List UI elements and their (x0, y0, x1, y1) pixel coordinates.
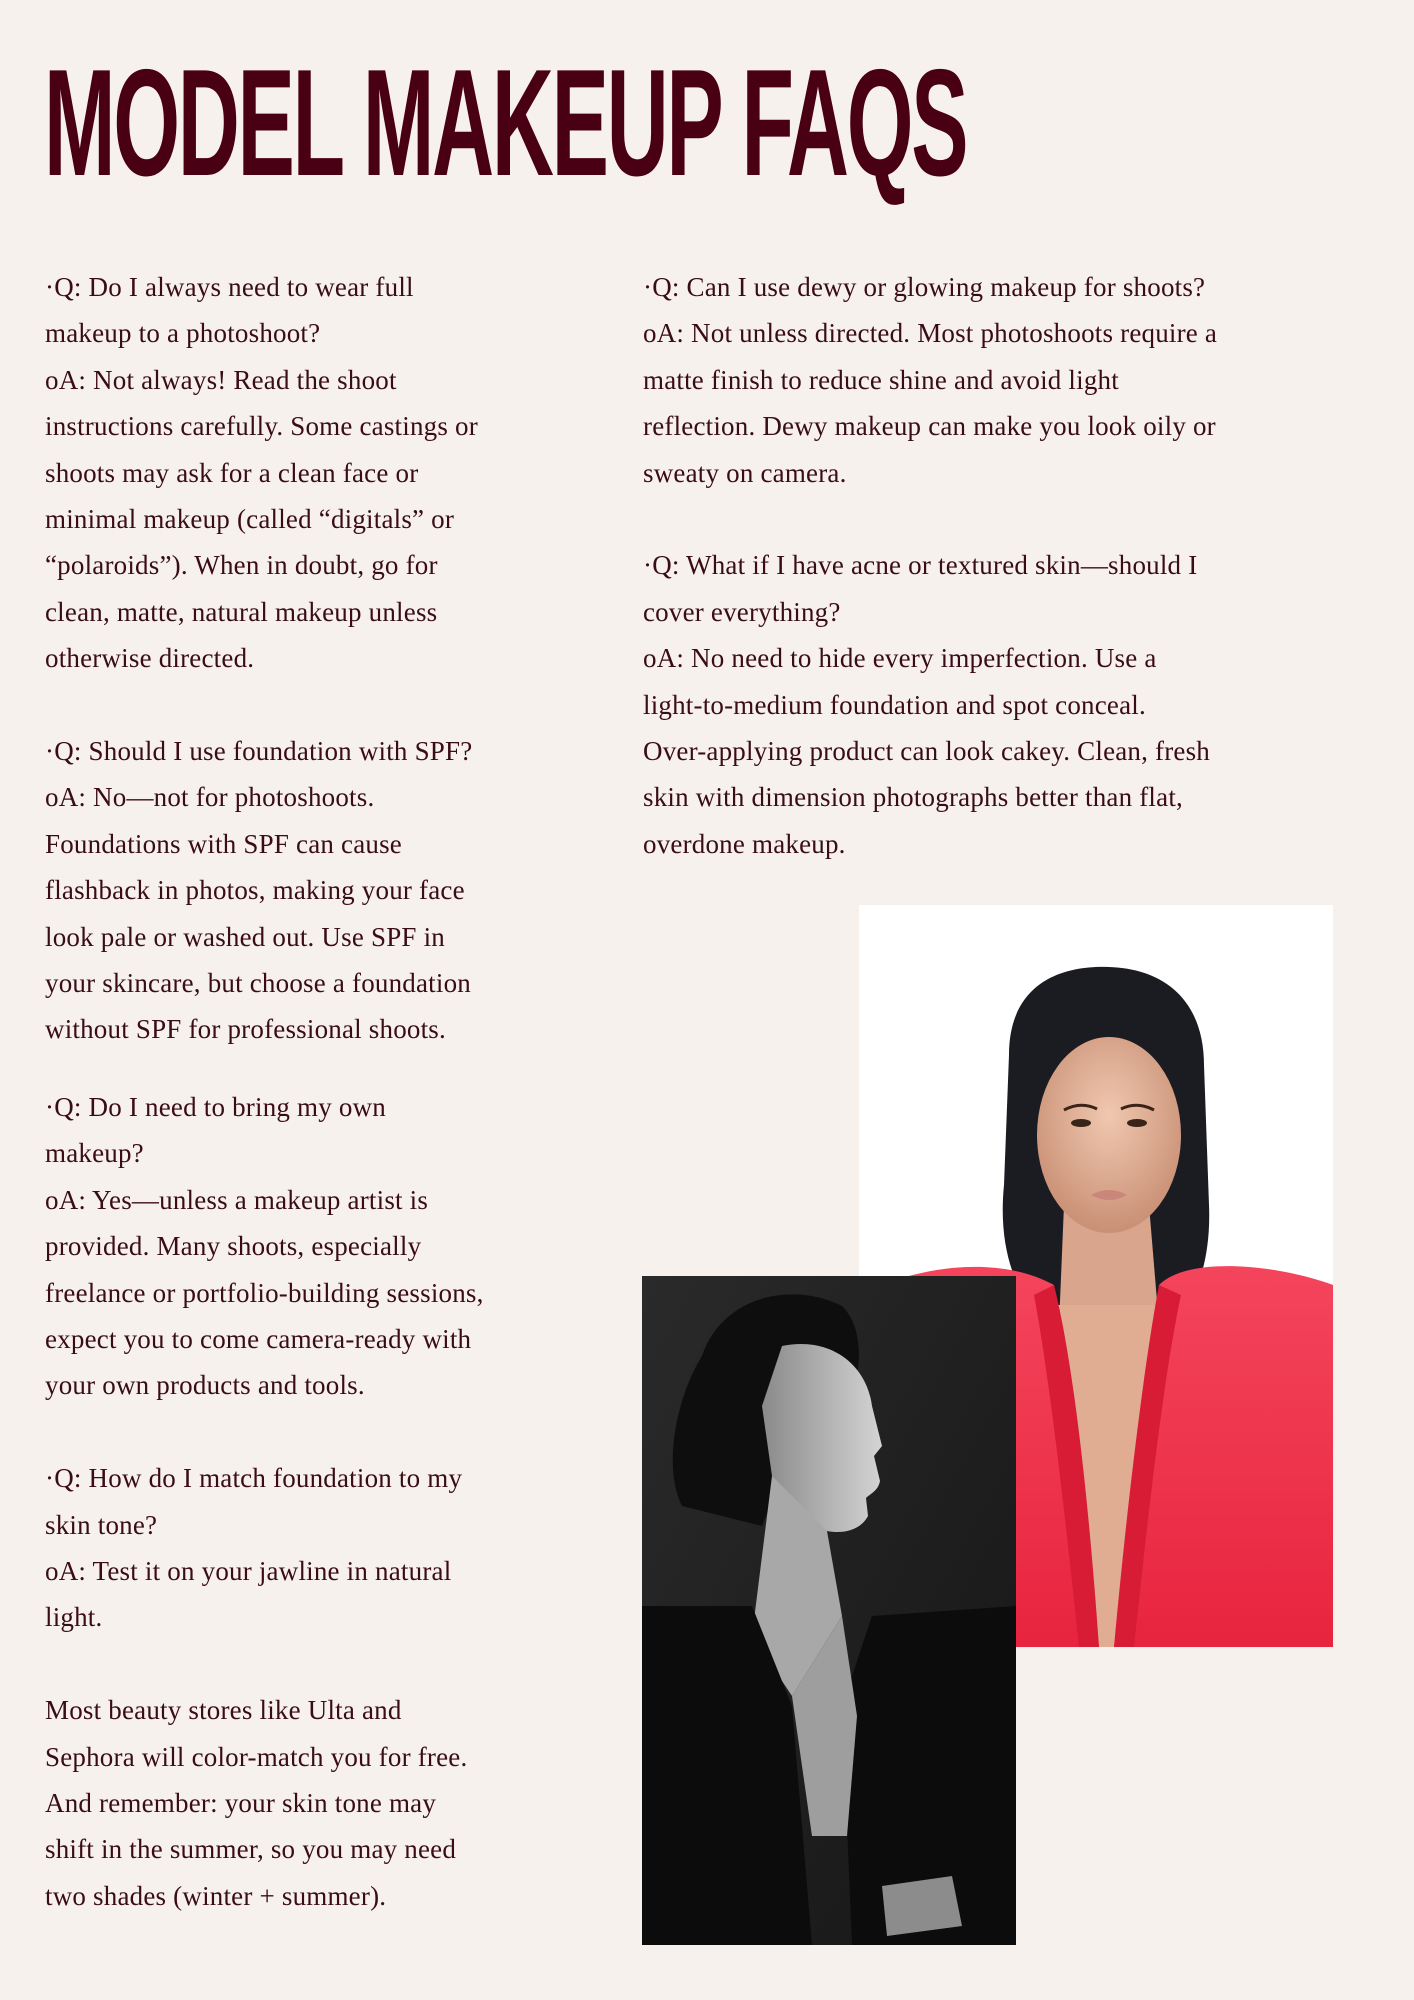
model-black-white-illustration (642, 1276, 1016, 1945)
closing-note-line: two shades (winter + summer). (45, 1880, 387, 1911)
faq-answer-line: Foundations with SPF can cause (45, 828, 402, 859)
faq-answer-line: otherwise directed. (45, 643, 255, 674)
faq-answer-line: flashback in photos, making your face (45, 875, 465, 906)
faq-answer-line: sweaty on camera. (643, 457, 847, 488)
closing-note-line: Sephora will color-match you for free. (45, 1741, 468, 1772)
faq-question-line: ·Q: Do I need to bring my own (45, 1092, 386, 1122)
closing-note (45, 1687, 620, 1919)
faq-answer-line: provided. Many shoots, especially (45, 1231, 422, 1262)
faq-answer-line: freelance or portfolio-building sessions, (45, 1277, 484, 1308)
closing-note-line: Most beauty stores like Ulta and (45, 1695, 402, 1726)
faq-question-line: cover everything? (643, 596, 841, 627)
faq-answer-line: oA: No—not for photoshoots. (45, 782, 375, 813)
closing-note-line: And remember: your skin tone may (45, 1788, 437, 1819)
spacer (45, 1641, 620, 1687)
faq-question-line: makeup to a photoshoot? (45, 318, 321, 349)
faq-column-right (643, 264, 1343, 867)
faq-answer-line: “polaroids”). When in doubt, go for (45, 550, 438, 581)
faq-question-line: ·Q: How do I match foundation to my (45, 1463, 463, 1494)
faq-answer-line: light-to-medium foundation and spot conceal. (643, 689, 1146, 720)
spacer (45, 682, 605, 728)
faq-column-left-top (45, 264, 605, 1053)
faq-item (643, 264, 1343, 496)
spacer (45, 1409, 620, 1455)
faq-item (45, 264, 605, 682)
faq-answer-line: overdone makeup. (643, 828, 846, 859)
faq-answer-line: clean, matte, natural makeup unless (45, 596, 438, 627)
faq-answer-line: expect you to come camera-ready with (45, 1324, 472, 1355)
faq-answer-line: oA: Yes—unless a makeup artist is (45, 1184, 429, 1215)
faq-answer-line: minimal makeup (called “digitals” or (45, 504, 455, 535)
faq-answer-line: Over-applying product can look cakey. Clean, fresh (643, 736, 1211, 767)
faq-answer-line: oA: No need to hide every imperfection. Use a (643, 643, 1157, 674)
faq-item (643, 542, 1343, 867)
faq-answer-line: oA: Not always! Read the shoot (45, 364, 397, 395)
faq-question-line: ·Q: Can I use dewy or glowing makeup for shoots? (643, 272, 1206, 302)
faq-answer-line: your own products and tools. (45, 1370, 365, 1401)
faq-answer-line: shoots may ask for a clean face or (45, 457, 419, 488)
faq-answer-line: without SPF for professional shoots. (45, 1014, 446, 1045)
faq-answer-line: instructions carefully. Some castings or (45, 411, 478, 442)
page-title: MODEL MAKEUP FAQS (44, 38, 967, 208)
faq-answer-line: look pale or washed out. Use SPF in (45, 921, 445, 952)
faq-item (45, 1455, 620, 1641)
spacer (643, 496, 1343, 542)
faq-question-line: skin tone? (45, 1509, 158, 1540)
faq-answer-line: oA: Test it on your jawline in natural (45, 1556, 452, 1587)
model-black-white-photo (642, 1276, 1016, 1945)
faq-column-left-bottom (45, 1084, 620, 1919)
faq-answer-line: reflection. Dewy makeup can make you look oily or (643, 411, 1216, 442)
faq-answer-line: your skincare, but choose a foundation (45, 968, 471, 999)
closing-note-line: shift in the summer, so you may need (45, 1834, 457, 1865)
faq-answer-line: skin with dimension photographs better than flat, (643, 782, 1183, 813)
faq-question-line: makeup? (45, 1138, 144, 1169)
faq-question-line: ·Q: What if I have acne or textured skin—should I (643, 550, 1198, 581)
faq-answer-line: light. (45, 1602, 103, 1633)
faq-question-line: ·Q: Do I always need to wear full (45, 272, 414, 302)
faq-answer-line: matte finish to reduce shine and avoid light (643, 364, 1119, 395)
faq-item (45, 1084, 620, 1409)
faq-answer-line: oA: Not unless directed. Most photoshoots require a (643, 318, 1218, 349)
faq-item (45, 728, 605, 1053)
faq-question-line: ·Q: Should I use foundation with SPF? (45, 736, 473, 767)
